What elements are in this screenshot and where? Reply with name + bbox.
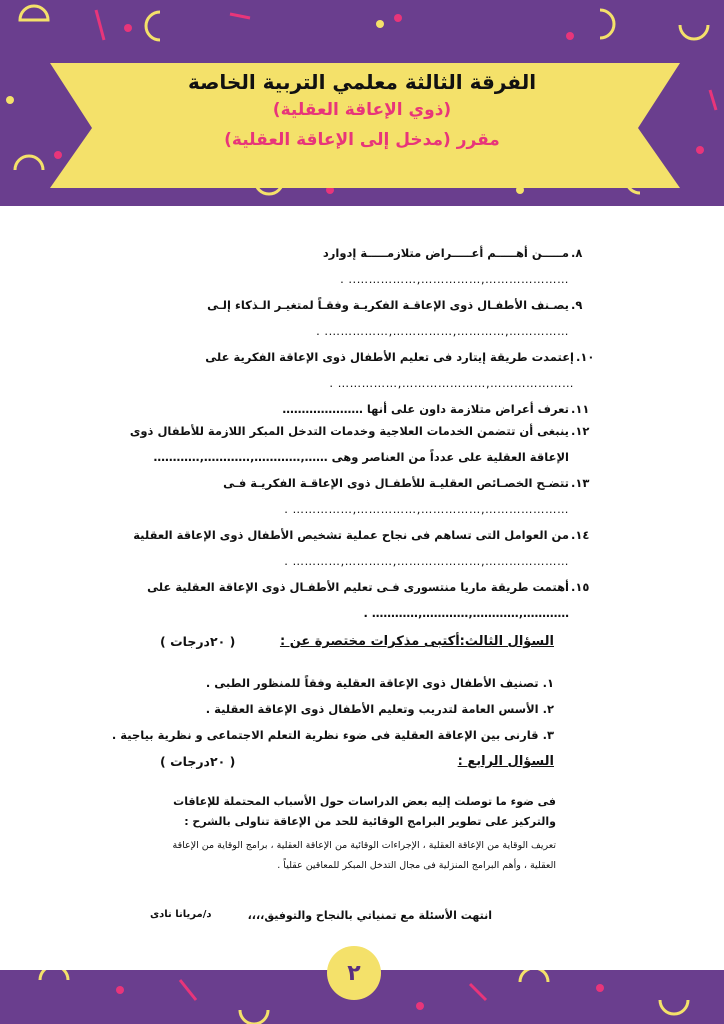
question-text: أهتمت طريقة ماريا منتسورى فـى تعليم الأطفـال ذوى الإعاقة العقلية على …………‚…………‚…………‚………… .: [147, 580, 569, 620]
section-3-item-3: ٣. قارنى بين الإعاقة العقلية فى ضوء نظرية التعلم الاجتماعى و نظرية بياجية .: [111, 728, 554, 742]
teacher-signature: د/مريانا نادى: [150, 909, 212, 920]
section-3-title: السؤال الثالث:أكتبى مذكرات مختصرة عن :: [279, 634, 554, 649]
question-15: [129, 574, 590, 626]
question-text: إعتمدت طريقة إيتارد فى تعليم الأطفال ذوى الإعاقة الفكرية على: [205, 350, 574, 364]
question-number: ١٤.: [571, 528, 590, 542]
answer-blank[interactable]: ……………‚…………‚……………‚……………. .: [316, 324, 569, 338]
question-number: ٩.: [571, 298, 583, 312]
course-title: مقرر (مدخل إلى الإعاقة العقلية): [224, 130, 500, 150]
question-text: مـــــن أهـــــم أعـــــراض متلازمـــــة إدوارد: [322, 246, 569, 260]
question-text: ينبغى أن تتضمن الخدمات العلاجية وخدمات التدخل المبكر اللازمة للأطفال ذوى الإعاقة العقلية على عدداً من العناصر وهى ……‚…………‚…………‚…………: [129, 424, 569, 464]
question-9: [129, 292, 583, 344]
header-title: الفرقة الثالثة معلمي التربية الخاصة: [187, 70, 537, 94]
question-number: ١٣.: [571, 476, 590, 490]
closing-note: انتهت الأسئلة مع تمنياتي بالنجاح والتوفيق،،،،: [247, 909, 492, 922]
question-number: ١٠.: [576, 350, 595, 364]
question-12: [129, 418, 590, 470]
question-text: من العوامل التى تساهم فى نجاح عملية تشخيص الأطفال ذوى الإعاقة العقلية: [133, 528, 569, 542]
section-4-title: السؤال الرابع :: [457, 754, 554, 769]
question-text: تعرف أعراض متلازمة داون على أنها …………………: [282, 402, 569, 416]
question-13: [129, 470, 590, 522]
header-subtitle: (ذوي الإعاقة العقلية): [272, 100, 452, 120]
answer-blank[interactable]: …………………‚……………‚…………….. .: [340, 272, 569, 286]
page-number: ٢: [327, 946, 381, 1000]
answer-blank[interactable]: …………………‚…………………‚…………… .: [329, 376, 574, 390]
exam-content: [0, 206, 724, 970]
section-4-paragraph: فى ضوء ما توصلت إليه بعض الدراسات حول الأسباب المحتملة للإعاقات والتركيز على تطوير البرامج الوقائية للحد من الإعاقة تناولى بالشرح :: [173, 795, 556, 828]
question-10: [134, 344, 595, 396]
answer-blank[interactable]: …………………‚……………‚……………‚…………… .: [284, 502, 569, 516]
question-14: [129, 522, 590, 574]
answer-blank[interactable]: …………………‚…………………‚…………‚………… .: [284, 554, 569, 568]
section-3-marks: ( ٢٠درجات ): [160, 634, 236, 649]
section-3-item-2: ٢. الأسس العامة لتدريب وتعليم الأطفال ذوى الإعاقة العقلية .: [205, 702, 554, 716]
question-text: تتضـح الخصـائص العقليـة للأطفـال ذوى الإعاقـة الفكريـة فـى: [223, 476, 569, 490]
question-number: ١٢.: [571, 424, 590, 438]
section-3-item-1: ١. تصنيف الأطفال ذوى الإعاقة العقلية وفقاً للمنظور الطبى .: [205, 676, 554, 690]
question-number: ١١.: [571, 402, 590, 416]
question-text: يصـنف الأطفـال ذوى الإعاقـة الفكريـة وفقـاً لمتغيـر الـذكاء إلـى: [207, 298, 569, 312]
question-8: [129, 240, 583, 292]
section-4-details: تعريف الوقاية من الإعاقة العقلية ، الإجراءات الوقائية من الإعاقة العقلية ، برامج الوقاية من الإعاقة العقلية ، وأهم البرامج المنزلية فى مجال التدخل المبكر للمعاقين عقلياً .: [172, 840, 556, 871]
header-banner: [0, 0, 724, 206]
question-number: ٨.: [571, 246, 583, 260]
section-4-marks: ( ٢٠درجات ): [160, 754, 236, 769]
question-number: ١٥.: [571, 580, 590, 594]
